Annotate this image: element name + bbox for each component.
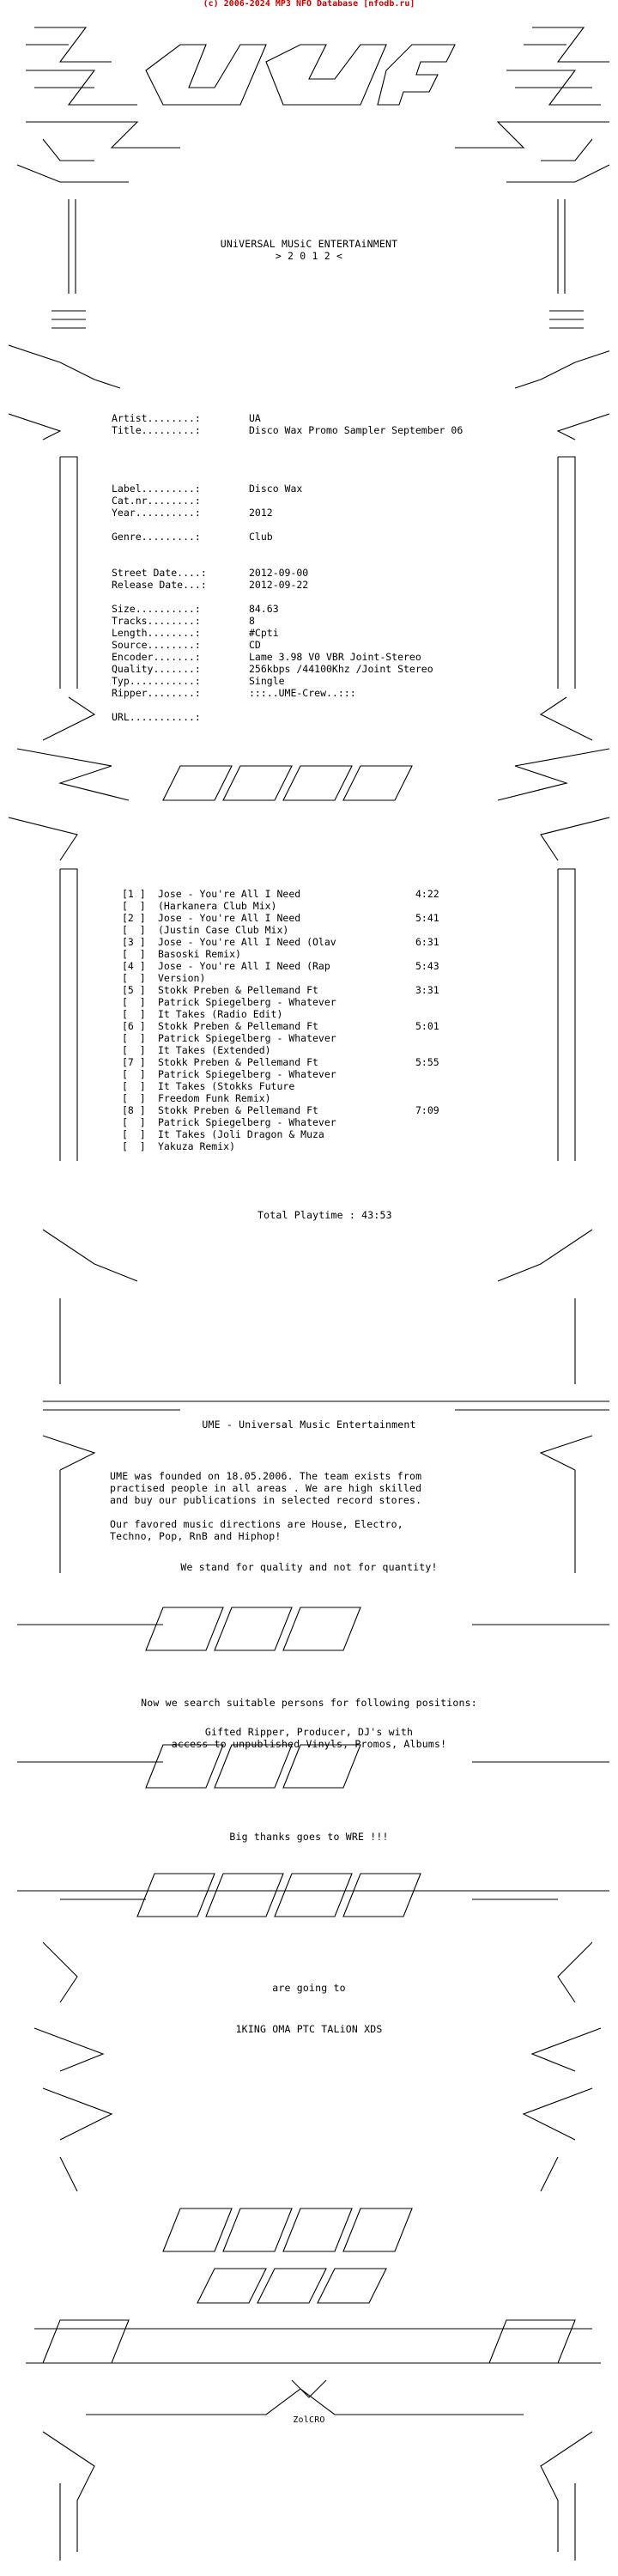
recruit-line-2: Gifted Ripper, Producer, DJ's with — [204, 1726, 414, 1738]
tech-encoder: Encoder.......: Lame 3.98 V0 VBR Joint-Stereo — [112, 651, 421, 663]
about-text-5: Techno, Pop, RnB and Hiphop! — [110, 1530, 282, 1542]
release-title: Title.........: Disco Wax Promo Sampler September 06 — [112, 424, 464, 436]
track-line: [ ] Basoski Remix) — [122, 948, 241, 960]
greetings-groups: 1KING OMA PTC TALiON XDS — [235, 2023, 383, 2035]
release-artist: Artist........: UA — [112, 412, 261, 424]
tech-length: Length........: #Cpti — [112, 627, 279, 639]
site-credit: (c) 2006-2024 MP3 NFO Database [nfodb.ru] — [203, 0, 415, 9]
banner-year: > 2 0 1 2 < — [275, 250, 343, 262]
track-line: [2 ] Jose - You're All I Need 5:41 — [122, 912, 439, 924]
track-line: [ ] Version) — [122, 972, 206, 984]
tech-quality: Quality.......: 256kbps /44100Khz /Joint Stereo — [112, 663, 433, 675]
tech-url: URL...........: — [112, 711, 201, 723]
tech-source: Source........: CD — [112, 639, 261, 651]
recruit-line-3: access to unpublished Vinyls, Promos, Albums! — [171, 1738, 447, 1750]
track-line: [ ] Patrick Spiegelberg - Whatever — [122, 996, 336, 1008]
banner-title: UNiVERSAL MUSiC ENTERTAiNMENT — [220, 238, 398, 250]
track-line: [ ] It Takes (Joli Dragon & Muza — [122, 1128, 324, 1140]
track-line: [ ] It Takes (Extended) — [122, 1044, 271, 1056]
recruit-line-1: Now we search suitable persons for following positions: — [141, 1697, 477, 1709]
track-line: [7 ] Stokk Preben & Pellemand Ft 5:55 — [122, 1056, 439, 1068]
track-line: [ ] (Harkanera Club Mix) — [122, 900, 277, 912]
total-playtime: Total Playtime : 43:53 — [258, 1209, 392, 1221]
track-line: [ ] Yakuza Remix) — [122, 1140, 236, 1152]
about-text-2: practised people in all areas . We are high skilled — [110, 1482, 422, 1494]
detail-genre: Genre.........: Club — [112, 531, 273, 543]
top-logo-art — [17, 27, 609, 182]
tech-tracks: Tracks........: 8 — [112, 615, 255, 627]
track-line: [3 ] Jose - You're All I Need (Olav 6:31 — [122, 936, 439, 948]
detail-catnr: Cat.nr........: — [112, 495, 201, 507]
tech-ripper: Ripper........: :::..UME-Crew..::: — [112, 687, 356, 699]
nfo-document — [9, 10, 609, 2569]
about-heading: UME - Universal Music Entertainment — [202, 1419, 416, 1431]
detail-label: Label.........: Disco Wax — [112, 483, 303, 495]
thanks-line: Big thanks goes to WRE !!! — [229, 1831, 389, 1843]
track-line: [4 ] Jose - You're All I Need (Rap 5:43 — [122, 960, 439, 972]
track-line: [ ] Patrick Spiegelberg - Whatever — [122, 1068, 336, 1080]
track-line: [ ] Patrick Spiegelberg - Whatever — [122, 1116, 336, 1128]
greetings-intro: are going to — [272, 1982, 346, 1994]
lower-dividers — [17, 1230, 609, 2191]
track-line: [ ] (Justin Case Club Mix) — [122, 924, 289, 936]
track-line: [6 ] Stokk Preben & Pellemand Ft 5:01 — [122, 1020, 439, 1032]
tech-size: Size..........: 84.63 — [112, 603, 279, 615]
track-line: [1 ] Jose - You're All I Need 4:22 — [122, 888, 439, 900]
track-line: [ ] Freedom Funk Remix) — [122, 1092, 271, 1104]
track-line: [ ] It Takes (Radio Edit) — [122, 1008, 283, 1020]
about-motto: We stand for quality and not for quantity! — [180, 1561, 438, 1573]
ascii-art-decoration — [9, 10, 609, 2569]
about-text-1: UME was founded on 18.05.2006. The team exists from — [110, 1470, 422, 1482]
track-line: [5 ] Stokk Preben & Pellemand Ft 3:31 — [122, 984, 439, 996]
tech-street-date: Street Date....: 2012-09-00 — [112, 567, 309, 579]
detail-year: Year..........: 2012 — [112, 507, 273, 519]
track-line: [8 ] Stokk Preben & Pellemand Ft 7:09 — [122, 1104, 439, 1116]
tech-type: Typ...........: Single — [112, 675, 285, 687]
about-text-4: Our favored music directions are House, Electro, — [110, 1518, 403, 1530]
tech-release-date: Release Date...: 2012-09-22 — [112, 579, 309, 591]
bottom-logo-art — [26, 2208, 601, 2561]
track-line: [ ] Patrick Spiegelberg - Whatever — [122, 1032, 336, 1044]
about-text-3: and buy our publications in selected record stores. — [110, 1494, 422, 1506]
track-line: [ ] It Takes (Stokks Future — [122, 1080, 295, 1092]
artist-signature: ZolCRO — [293, 2415, 325, 2425]
